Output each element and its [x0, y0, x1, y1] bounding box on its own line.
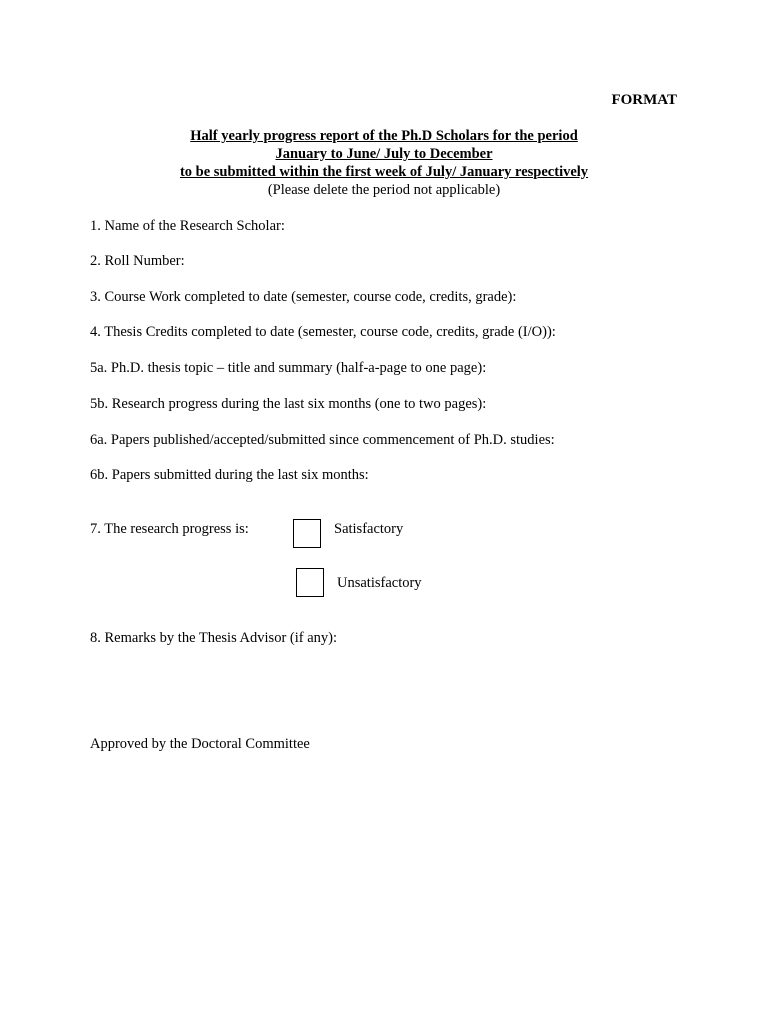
item-papers-published: 6a. Papers published/accepted/submitted since commencement of Ph.D. studies:	[90, 432, 555, 448]
header-title-line-2: January to June/ July to December	[275, 146, 493, 162]
item-papers-submitted: 6b. Papers submitted during the last six months:	[90, 467, 369, 483]
item-scholar-name: 1. Name of the Research Scholar:	[90, 218, 285, 234]
item-thesis-topic: 5a. Ph.D. thesis topic – title and summary (half-a-page to one page):	[90, 360, 487, 376]
progress-label: 7. The research progress is:	[90, 521, 249, 537]
unsatisfactory-checkbox[interactable]	[296, 568, 324, 597]
report-header	[0, 127, 768, 199]
approval-label: Approved by the Doctoral Committee	[90, 736, 310, 752]
format-label: FORMAT	[611, 92, 677, 108]
header-title-line-3: to be submitted within the first week of July/ January respectively	[179, 164, 589, 180]
header-note: (Please delete the period not applicable)	[267, 182, 501, 198]
satisfactory-checkbox[interactable]	[293, 519, 321, 548]
item-roll-number: 2. Roll Number:	[90, 253, 185, 269]
item-research-progress: 5b. Research progress during the last six months (one to two pages):	[90, 396, 487, 412]
header-title-line-1: Half yearly progress report of the Ph.D Scholars for the period	[190, 128, 578, 144]
unsatisfactory-label: Unsatisfactory	[337, 575, 422, 591]
advisor-remarks-label: 8. Remarks by the Thesis Advisor (if any):	[90, 630, 338, 646]
item-thesis-credits: 4. Thesis Credits completed to date (semester, course code, credits, grade (I/O)):	[90, 324, 556, 340]
item-course-work: 3. Course Work completed to date (semester, course code, credits, grade):	[90, 289, 517, 305]
satisfactory-label: Satisfactory	[334, 521, 404, 537]
